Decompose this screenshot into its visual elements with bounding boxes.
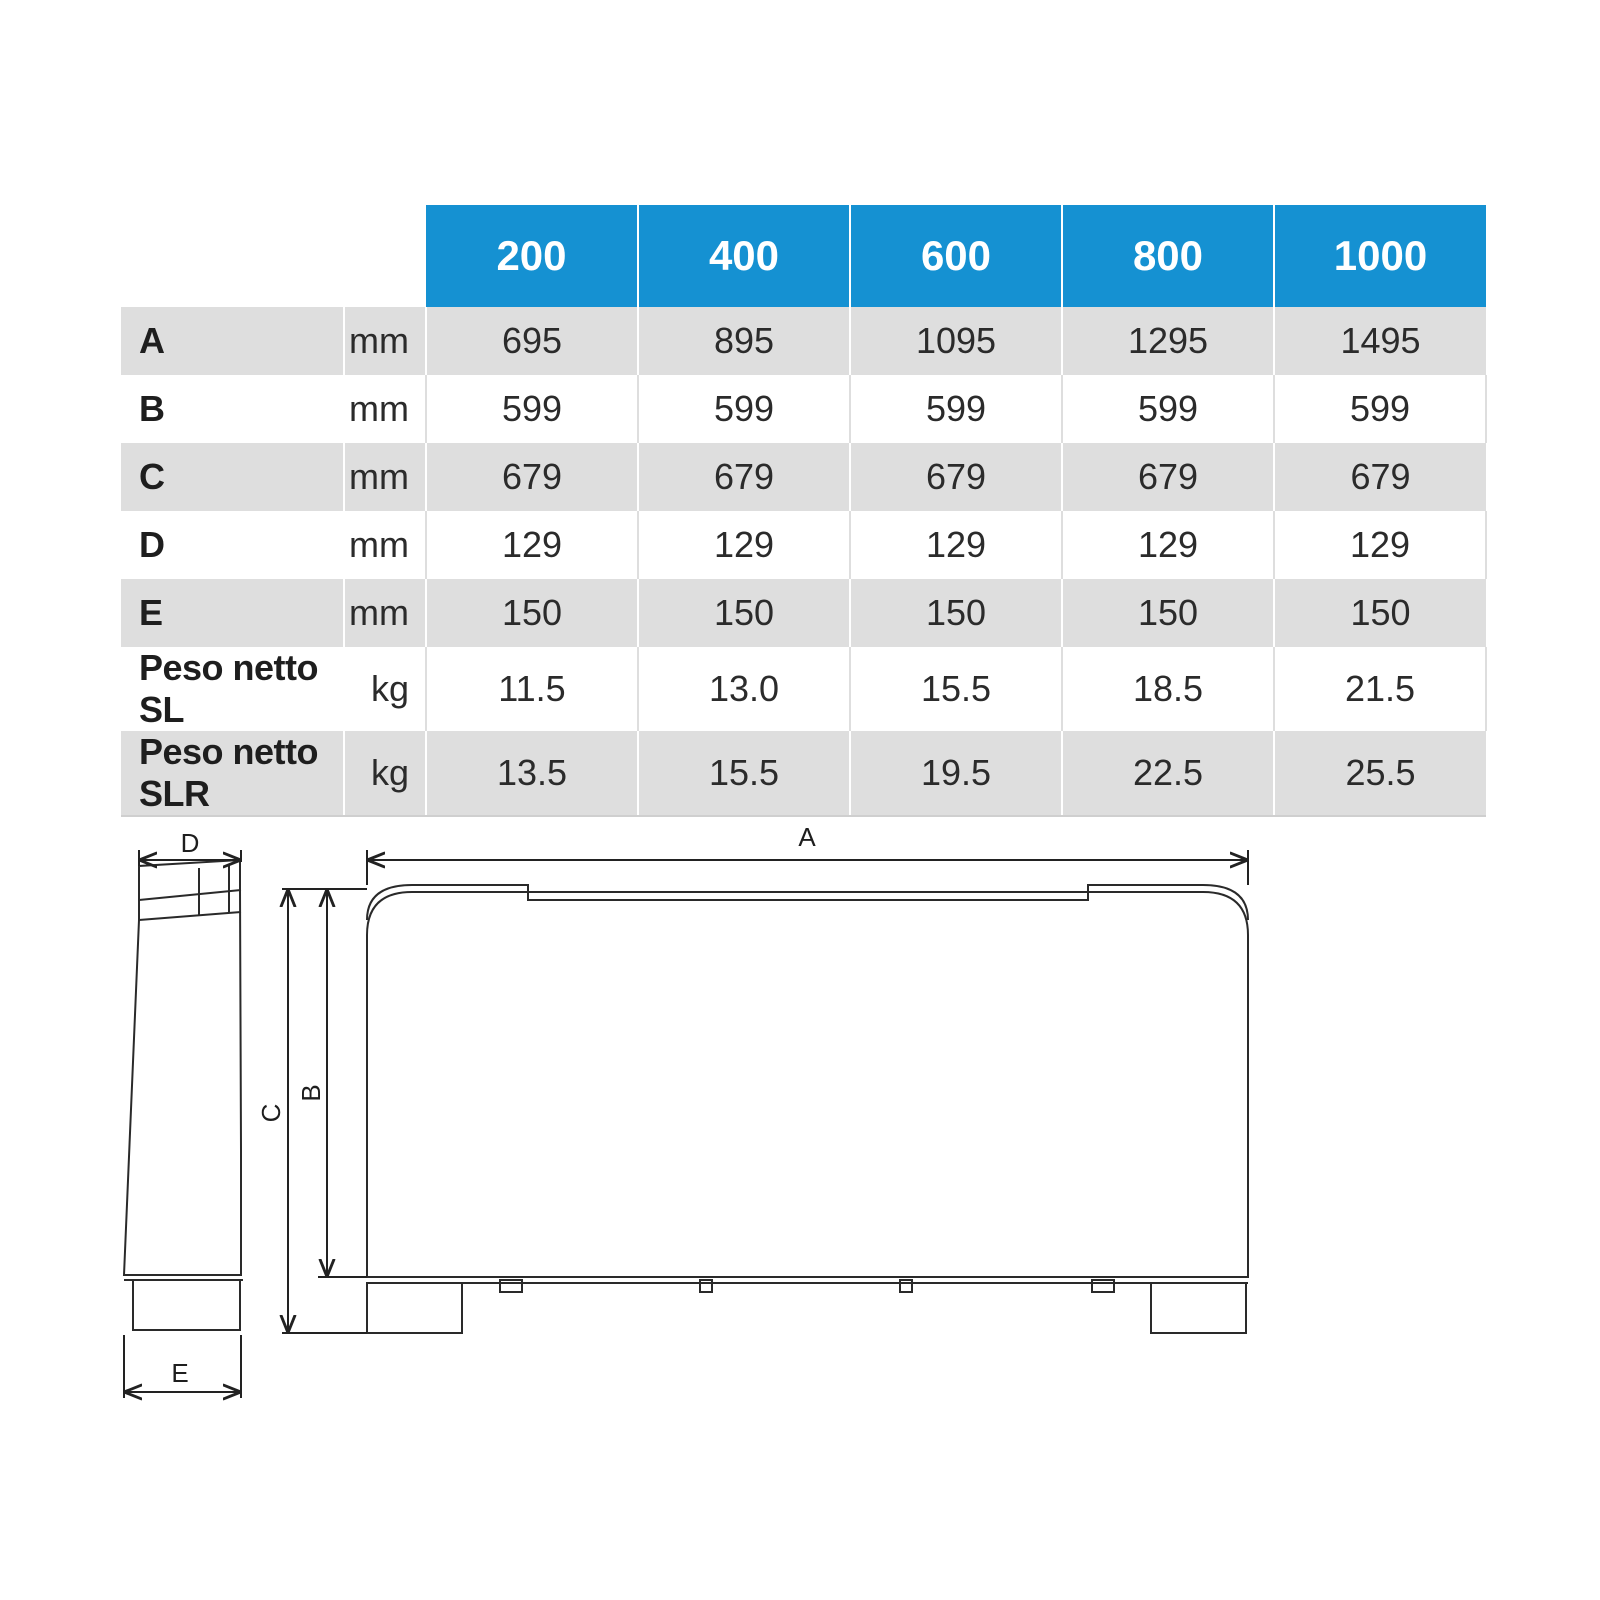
cell-value: 19.5 (850, 731, 1062, 816)
table-row (121, 647, 1486, 731)
cell-value: 150 (850, 579, 1062, 647)
row-label: Peso netto SLR (121, 731, 344, 816)
front-tab (1092, 1280, 1114, 1292)
dimension-c-label: C (256, 1103, 286, 1123)
side-body (124, 860, 241, 1275)
cell-value: 679 (426, 443, 638, 511)
table-header-row (121, 205, 1486, 307)
cell-value: 129 (850, 511, 1062, 579)
row-unit: mm (344, 579, 426, 647)
table-row (121, 731, 1486, 816)
cell-value: 15.5 (850, 647, 1062, 731)
cell-value: 150 (638, 579, 850, 647)
table-row (121, 443, 1486, 511)
cell-value: 679 (850, 443, 1062, 511)
cell-value: 695 (426, 307, 638, 375)
cell-value: 150 (1274, 579, 1486, 647)
dimension-b (318, 889, 367, 1277)
table-row (121, 579, 1486, 647)
cell-value: 129 (426, 511, 638, 579)
table-row (121, 511, 1486, 579)
dimension-e (124, 1335, 241, 1398)
side-foot (133, 1280, 240, 1330)
row-label: D (121, 511, 344, 579)
row-unit: kg (344, 647, 426, 731)
cell-value: 15.5 (638, 731, 850, 816)
row-label: B (121, 375, 344, 443)
cell-value: 129 (638, 511, 850, 579)
cell-value: 599 (850, 375, 1062, 443)
dimensions-table (121, 205, 1487, 817)
side-top-edge (139, 912, 241, 920)
cell-value: 13.0 (638, 647, 850, 731)
model-header: 600 (850, 205, 1062, 307)
row-label: E (121, 579, 344, 647)
side-top-edge (139, 890, 241, 900)
cell-value: 150 (1062, 579, 1274, 647)
front-tab (900, 1280, 912, 1292)
front-view (367, 885, 1248, 1333)
row-unit: mm (344, 307, 426, 375)
cell-value: 129 (1062, 511, 1274, 579)
cell-value: 25.5 (1274, 731, 1486, 816)
cell-value: 11.5 (426, 647, 638, 731)
side-view (124, 860, 243, 1330)
cell-value: 21.5 (1274, 647, 1486, 731)
header-blank (121, 205, 426, 307)
cell-value: 599 (1062, 375, 1274, 443)
row-label: C (121, 443, 344, 511)
cell-value: 129 (1274, 511, 1486, 579)
cell-value: 150 (426, 579, 638, 647)
dimension-b-label: B (296, 1084, 326, 1102)
model-header: 200 (426, 205, 638, 307)
dimension-d-label: D (180, 828, 200, 858)
dimension-a (367, 850, 1248, 885)
row-label: A (121, 307, 344, 375)
table-row (121, 307, 1486, 375)
cell-value: 599 (1274, 375, 1486, 443)
model-header: 800 (1062, 205, 1274, 307)
row-label: Peso netto SL (121, 647, 344, 731)
cell-value: 679 (1274, 443, 1486, 511)
model-header: 1000 (1274, 205, 1486, 307)
front-foot-left (367, 1283, 462, 1333)
front-tab (500, 1280, 522, 1292)
dimension-a-label: A (798, 822, 816, 852)
row-unit: mm (344, 375, 426, 443)
cell-value: 679 (1062, 443, 1274, 511)
dimension-e-label: E (171, 1358, 189, 1388)
dimension-d (139, 850, 241, 866)
cell-value: 895 (638, 307, 850, 375)
cell-value: 22.5 (1062, 731, 1274, 816)
table-row (121, 375, 1486, 443)
cell-value: 679 (638, 443, 850, 511)
row-unit: kg (344, 731, 426, 816)
cell-value: 1095 (850, 307, 1062, 375)
row-unit: mm (344, 443, 426, 511)
row-unit: mm (344, 511, 426, 579)
cell-value: 13.5 (426, 731, 638, 816)
front-body (367, 892, 1248, 1277)
cell-value: 1495 (1274, 307, 1486, 375)
cell-value: 1295 (1062, 307, 1274, 375)
cell-value: 599 (426, 375, 638, 443)
cell-value: 599 (638, 375, 850, 443)
cell-value: 18.5 (1062, 647, 1274, 731)
model-header: 400 (638, 205, 850, 307)
front-tab (700, 1280, 712, 1292)
dimension-c (282, 889, 367, 1333)
front-foot-right (1151, 1283, 1246, 1333)
front-top-grille (367, 885, 1248, 920)
